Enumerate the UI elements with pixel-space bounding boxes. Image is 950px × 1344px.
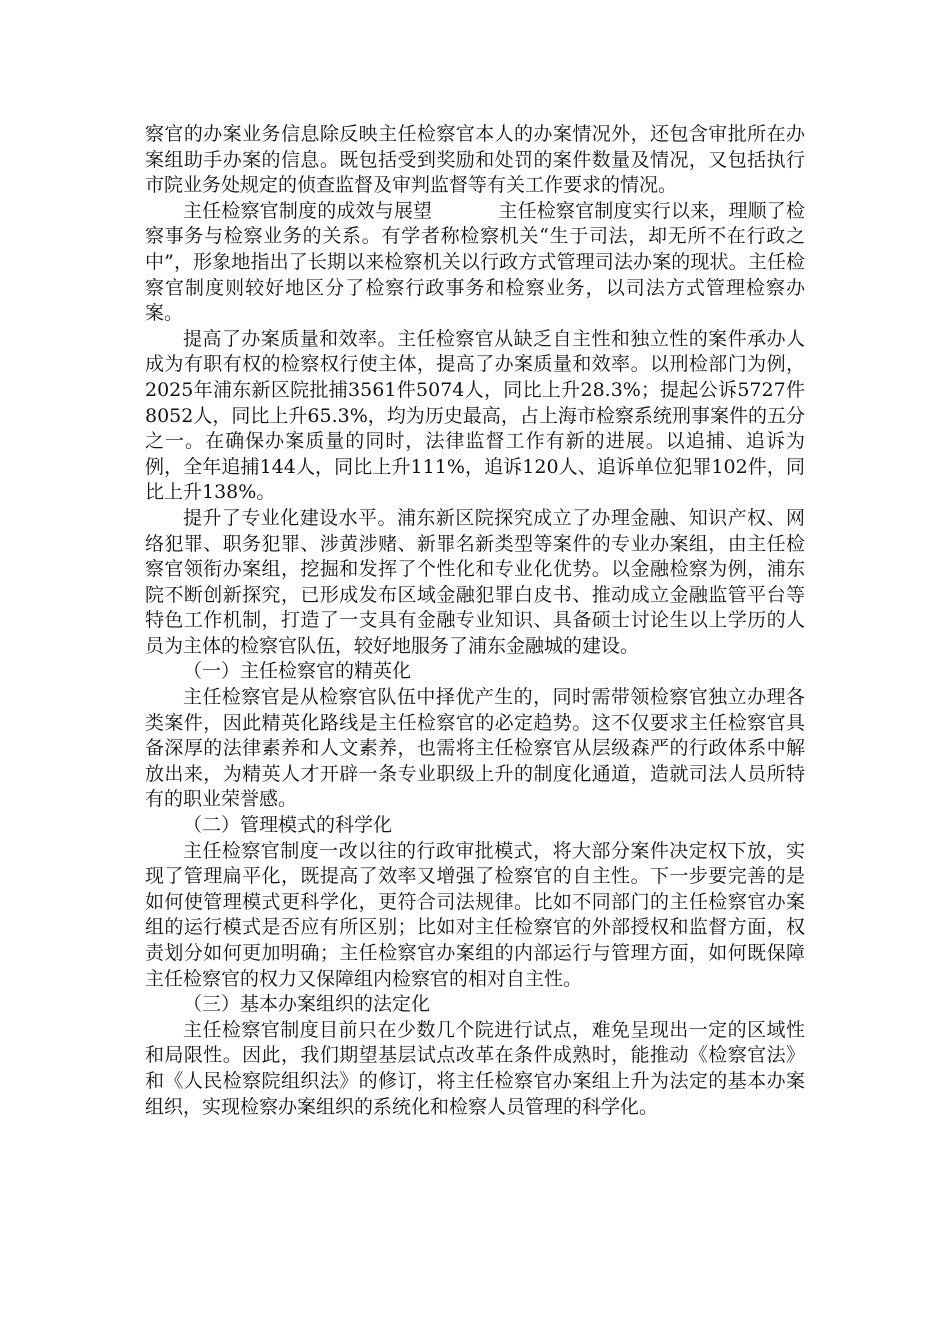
paragraph-legalization: 主任检察官制度目前只在少数几个院进行试点，难免呈现出一定的区域性和局限性。因此，我们期望基层试点改革在条件成熟时，能推动《检察官法》和《人民检察院组织法》的修订，将主任检察官办案组上升为法定的基本办案组织，实现检察办案组织的系统化和检察人员管理的科学化。 (145, 1018, 805, 1118)
heading-management: （二）管理模式的科学化 (183, 814, 393, 837)
paragraph-text: 主任检察官制度实行以来，理顺了检察事务与检察业务的关系。有学者称检察机关“生于司法，却无所不在行政之中”，形象地指出了长期以来检察机关以行政方式管理司法办案的现状。主任检察官制度则较好地区分了检察行政事务和检察业务，以司法方式管理检察办案。 (145, 199, 805, 325)
paragraph-continuation: 察官的办案业务信息除反映主任检察官本人的办案情况外，还包含审批所在办案组助手办案的信息。既包括受到奖励和处罚的案件数量及情况，又包括执行市院业务处规定的侦查监督及审判监督等有关工作要求的情况。 (145, 123, 805, 197)
heading-legalization: （三）基本办案组织的法定化 (183, 993, 431, 1016)
heading-elite: （一）主任检察官的精英化 (183, 660, 412, 683)
paragraph-elite: 主任检察官是从检察官队伍中择优产生的，同时需带领检察官独立办理各类案件，因此精英化路线是主任检察官的必定趋势。这不仅要求主任检察官具备深厚的法律素养和人文素养，也需将主任检察官从层级森严的行政体系中解放出来，为精英人才开辟一条专业职级上升的制度化通道，造就司法人员所特有的职业荣誉感。 (145, 686, 805, 811)
paragraph-specialization: 提升了专业化建设水平。浦东新区院探究成立了办理金融、知识产权、网络犯罪、职务犯罪、涉黄涉赌、新罪名新类型等案件的专业办案组，由主任检察官领衔办案组，挖掘和发挥了个性化和专业化优势。以金融检察为例，浦东院不断创新探究，已形成发布区域金融犯罪白皮书、推动成立金融监管平台等特色工作机制，打造了一支具有金融专业知识、具备硕士讨论生以上学历的人员为主体的检察官队伍，较好地服务了浦东金融城的建设。 (145, 506, 805, 657)
paragraph-achievements-intro (145, 199, 805, 327)
paragraph-management: 主任检察官制度一改以往的行政审批模式，将大部分案件决定权下放，实现了管理扁平化，既提高了效率又增强了检察官的自主性。下一步要完善的是如何使管理模式更科学化，更符合司法规律。比如不同部门的主任检察官办案组的运行模式是否应有所区别；比如对主任检察官的外部授权和监督方面，权责划分如何更加明确；主任检察官办案组的内部运行与管理方面，如何既保障主任检察官的权力又保障组内检察官的相对自主性。 (145, 839, 805, 990)
paragraph-quality-efficiency: 提高了办案质量和效率。主任检察官从缺乏自主性和独立性的案件承办人成为有职有权的检察权行使主体，提高了办案质量和效率。以刑检部门为例，2025年浦东新区院批捕3561件5074人，同比上升28.3%；提起公诉5727件8052人，同比上升65.3%，均为历史最高，占上海市检察系统刑事案件的五分之一。在确保办案质量的同时，法律监督工作有新的进展。以追捕、追诉为例，全年追捕144人，同比上升111%，追诉120人、追诉单位犯罪102件，同比上升138%。 (145, 327, 805, 504)
document-page (145, 122, 805, 1120)
section-title: 主任检察官制度的成效与展望 (183, 199, 433, 222)
